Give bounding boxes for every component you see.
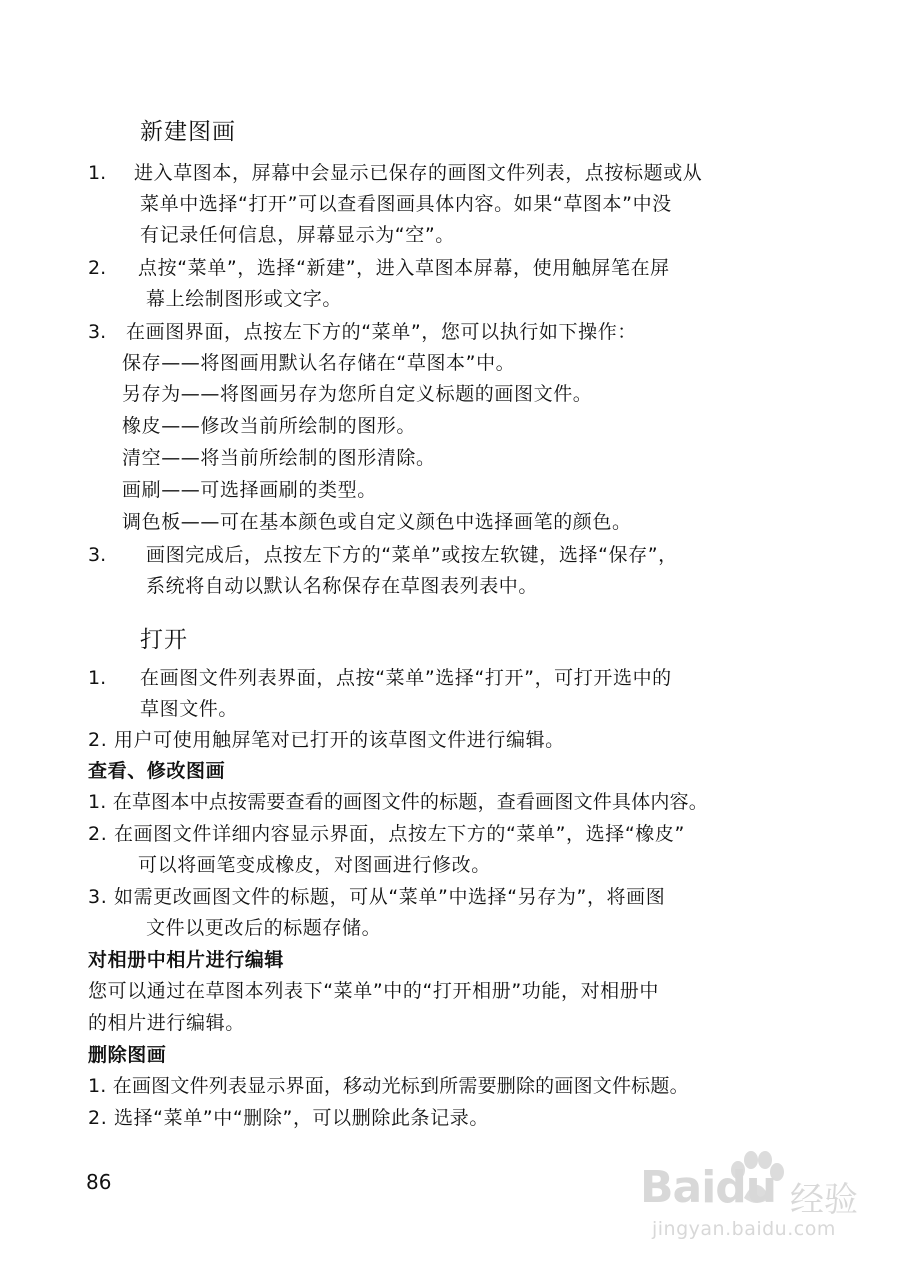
baidu-jingyan-watermark <box>640 1148 890 1248</box>
list-number: 1. <box>88 667 107 689</box>
list-item-line: 2. 用户可使用触屏笔对已打开的该草图文件进行编辑。 <box>88 729 565 751</box>
list-item-line: 点按“菜单”，选择“新建”，进入草图本屏幕，使用触屏笔在屏 <box>138 257 670 279</box>
list-item-line: 1. 在画图文件列表显示界面，移动光标到所需要删除的画图文件标题。 <box>88 1075 689 1097</box>
watermark-logo-text: Baidu <box>640 1162 777 1213</box>
list-item-line: 菜单中选择“打开”可以查看图画具体内容。如果“草图本”中没 <box>140 193 672 215</box>
menu-option-line: 调色板——可在基本颜色或自定义颜色中选择画笔的颜色。 <box>122 511 632 533</box>
list-item-line: 2. 选择“菜单”中“删除”，可以删除此条记录。 <box>88 1107 489 1129</box>
list-item-line: 1. 在草图本中点按需要查看的画图文件的标题，查看画图文件具体内容。 <box>88 791 708 813</box>
list-item-line: 草图文件。 <box>140 698 239 720</box>
list-item-line: 进入草图本，屏幕中会显示已保存的画图文件列表，点按标题或从 <box>134 162 703 184</box>
menu-option-line: 另存为——将图画另存为您所自定义标题的画图文件。 <box>122 383 593 405</box>
section-title-new-drawing: 新建图画 <box>140 119 236 145</box>
list-item-line: 在画图界面，点按左下方的“菜单”，您可以执行如下操作： <box>126 321 637 343</box>
list-number: 2. <box>88 257 107 279</box>
menu-option-line: 橡皮——修改当前所绘制的图形。 <box>122 415 417 437</box>
list-item-line: 文件以更改后的标题存储。 <box>146 917 382 939</box>
watermark-cn-text: 经验 <box>790 1180 858 1220</box>
list-item-line: 3. 如需更改画图文件的标题，可从“菜单”中选择“另存为”，将画图 <box>88 886 666 908</box>
section-title-view-edit: 查看、修改图画 <box>88 760 226 782</box>
list-item-line: 幕上绘制图形或文字。 <box>146 288 343 310</box>
section-title-album: 对相册中相片进行编辑 <box>88 949 285 971</box>
list-item-line: 画图完成后，点按左下方的“菜单”或按左软键，选择“保存”， <box>146 544 678 566</box>
menu-option-line: 画刷——可选择画刷的类型。 <box>122 479 377 501</box>
section-title-delete: 删除图画 <box>88 1044 167 1066</box>
page-number: 86 <box>86 1170 112 1194</box>
list-item-line: 在画图文件列表界面，点按“菜单”选择“打开”，可打开选中的 <box>140 667 672 689</box>
watermark-url: jingyan.baidu.com <box>652 1218 836 1240</box>
paragraph-line: 的相片进行编辑。 <box>88 1012 245 1034</box>
list-item-line: 系统将自动以默认名称保存在草图表列表中。 <box>146 575 539 597</box>
list-number: 3. <box>88 544 107 566</box>
section-title-open: 打开 <box>140 627 188 653</box>
list-item-line: 可以将画笔变成橡皮，对图画进行修改。 <box>138 854 491 876</box>
paragraph-line: 您可以通过在草图本列表下“菜单”中的“打开相册”功能，对相册中 <box>88 980 659 1002</box>
list-number: 1. <box>88 162 107 184</box>
menu-option-line: 保存——将图画用默认名存储在“草图本”中。 <box>122 352 516 374</box>
menu-option-line: 清空——将当前所绘制的图形清除。 <box>122 447 436 469</box>
list-item-line: 2. 在画图文件详细内容显示界面，点按左下方的“菜单”，选择“橡皮” <box>88 823 685 845</box>
list-number: 3. <box>88 321 107 343</box>
list-item-line: 有记录任何信息，屏幕显示为“空”。 <box>140 224 455 246</box>
